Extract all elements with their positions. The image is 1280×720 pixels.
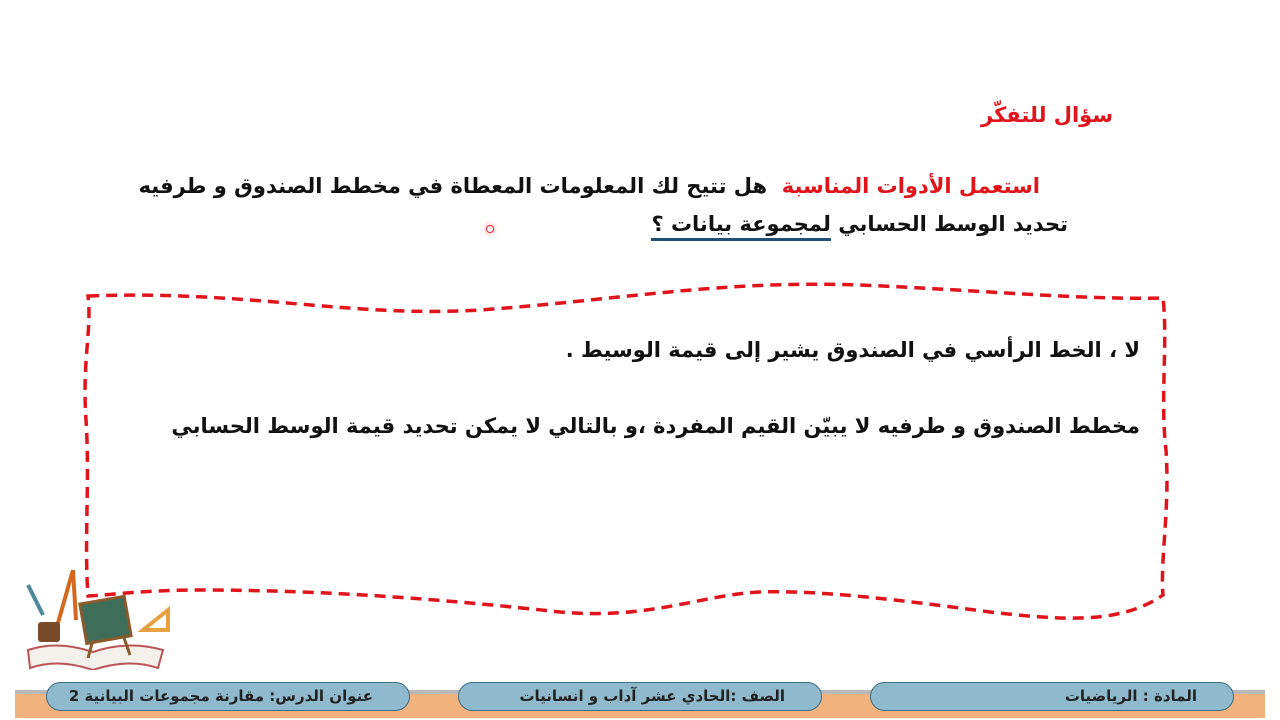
- question-prompt: استعمل الأدوات المناسبة: [781, 174, 1040, 198]
- question-underlined: لمجموعة بيانات ؟: [651, 212, 830, 241]
- footer-lesson: [46, 682, 410, 711]
- question-text-2: تحديد الوسط الحسابي: [830, 212, 1068, 236]
- slide-title: سؤال للتفكّر: [981, 103, 1113, 127]
- question-text: هل تتيح لك المعلومات المعطاة في مخطط الصندوق و طرفيه: [138, 174, 768, 198]
- subject-label: المادة : الرياضيات: [1064, 687, 1197, 705]
- answer-line-1: لا ، الخط الرأسي في الصندوق يشير إلى قيمة الوسيط .: [565, 338, 1140, 362]
- footer-subject: [870, 682, 1234, 711]
- answer-line-2: مخطط الصندوق و طرفيه لا يبيّن القيم المفردة ،و بالتالي لا يمكن تحديد قيمة الوسط الحسابي: [171, 414, 1140, 438]
- school-clipart: [18, 570, 178, 670]
- grade-label: الصف :الحادي عشر آداب و انسانيات: [519, 687, 785, 705]
- lesson-label: عنوان الدرس: مقارنة مجموعات البيانية 2: [68, 687, 373, 705]
- footer-grade: [458, 682, 822, 711]
